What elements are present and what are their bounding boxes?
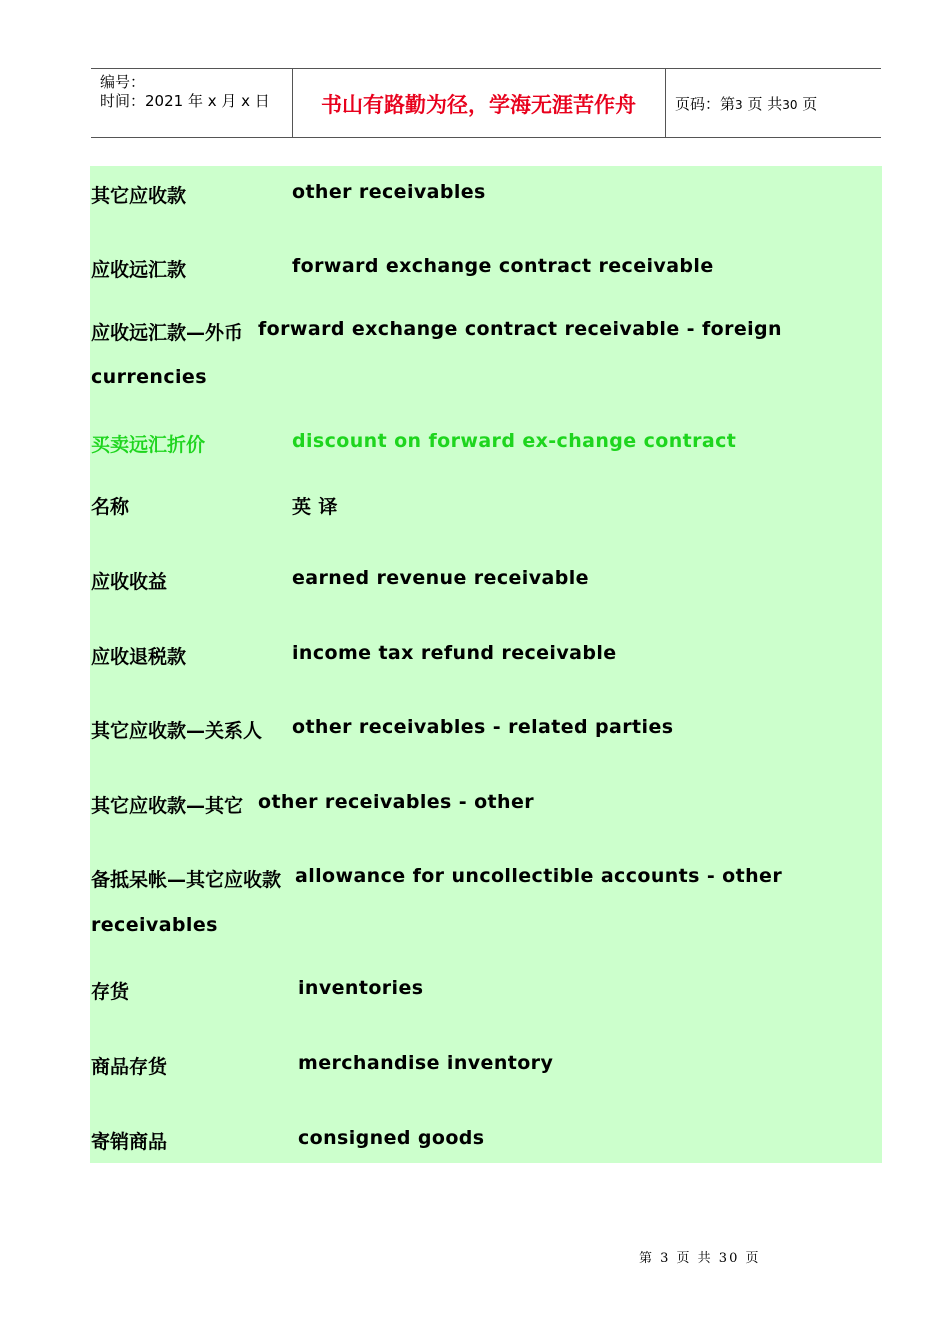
term-chinese: 其它应收款—关系人 — [91, 720, 263, 742]
glossary-block — [90, 166, 882, 1163]
term-chinese: 备抵呆帐—其它应收款 — [91, 869, 282, 891]
term-english: forward exchange contract receivable — [292, 255, 714, 277]
term-english: other receivables - related parties — [292, 716, 674, 738]
document-date-label: 时间：2021 年 x 月 x 日 — [100, 92, 270, 110]
page-prefix: 页码：第 — [675, 95, 736, 113]
term-english: allowance for uncollectible accounts - other — [295, 865, 783, 887]
term-chinese: 存货 — [91, 981, 130, 1003]
header-motto: 书山有路勤为径，学海无涯苦作舟 — [321, 92, 636, 117]
term-english-continuation: currencies — [91, 366, 207, 388]
page-suffix: 页 — [802, 95, 818, 113]
term-english: other receivables — [292, 181, 486, 203]
term-english: forward exchange contract receivable - foreign — [258, 318, 782, 340]
page-total: 30 — [782, 98, 798, 112]
term-english-continuation: receivables — [91, 914, 218, 936]
header-page-cell — [665, 69, 881, 137]
document-number-label: 编号： — [100, 73, 146, 91]
column-header-english: 英 译 — [292, 496, 338, 518]
term-english: consigned goods — [298, 1127, 485, 1149]
term-chinese: 应收远汇款 — [91, 259, 187, 281]
term-chinese: 应收退税款 — [91, 646, 187, 668]
term-chinese: 应收远汇款—外币 — [91, 322, 244, 344]
header-info-cell — [91, 69, 293, 137]
header-page-number — [675, 93, 817, 114]
term-english: other receivables - other — [258, 791, 534, 813]
page-footer: 第 3 页 共 30 页 — [639, 1251, 761, 1266]
term-english: inventories — [298, 977, 424, 999]
term-chinese: 应收收益 — [91, 571, 168, 593]
term-chinese: 其它应收款 — [91, 185, 187, 207]
page-header — [91, 68, 881, 138]
term-chinese: 寄销商品 — [91, 1131, 168, 1153]
term-english: discount on forward ex-change contract — [292, 430, 737, 452]
term-english: income tax refund receivable — [292, 642, 617, 664]
column-header-name: 名称 — [91, 496, 130, 518]
header-motto-cell — [292, 69, 666, 137]
term-chinese: 其它应收款—其它 — [91, 795, 244, 817]
term-english: merchandise inventory — [298, 1052, 554, 1074]
page-mid: 页 共 — [747, 95, 783, 113]
term-chinese: 商品存货 — [91, 1056, 168, 1078]
term-chinese: 买卖远汇折价 — [91, 434, 206, 456]
page-current: 3 — [735, 98, 743, 112]
term-english: earned revenue receivable — [292, 567, 589, 589]
